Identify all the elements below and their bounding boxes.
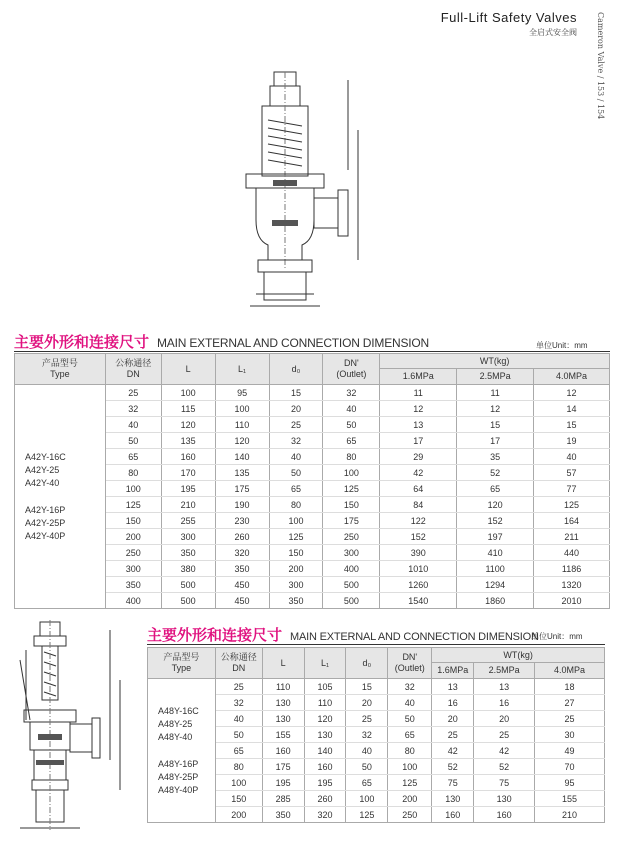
table-cell: 27 (535, 695, 605, 711)
section1-unit: 单位Unit：mm (536, 341, 588, 350)
section1-title (14, 331, 429, 352)
table-cell: 20 (269, 401, 323, 417)
table-cell: 20 (474, 711, 535, 727)
table-cell: 25 (346, 711, 388, 727)
table-cell: 52 (432, 759, 474, 775)
table-cell: 25 (105, 385, 161, 401)
table-row (15, 385, 610, 401)
table-cell: 17 (457, 433, 534, 449)
table-cell: 65 (323, 433, 380, 449)
table-cell: 130 (262, 695, 304, 711)
table-cell: 160 (161, 449, 215, 465)
table-cell: 32 (346, 727, 388, 743)
table-cell: 190 (215, 497, 269, 513)
table-cell: 75 (474, 775, 535, 791)
table-cell: 15 (457, 417, 534, 433)
table-cell: 440 (534, 545, 610, 561)
table-cell: 15 (269, 385, 323, 401)
page-header (441, 10, 577, 38)
header-l1: L₁ (215, 354, 269, 385)
table-cell: 122 (380, 513, 457, 529)
table-cell: 450 (215, 577, 269, 593)
table-cell: 1186 (534, 561, 610, 577)
header-outlet: DN' (Outlet) (388, 648, 432, 679)
header-type: 产品型号 Type (15, 354, 106, 385)
table-cell: 40 (534, 449, 610, 465)
type-label: A42Y-16P (25, 504, 66, 515)
table-cell: 32 (388, 679, 432, 695)
table-cell: 125 (388, 775, 432, 791)
table-cell: 130 (304, 727, 346, 743)
table-cell: 18 (535, 679, 605, 695)
table-cell: 100 (346, 791, 388, 807)
table-cell: 57 (534, 465, 610, 481)
header-d0: d₀ (346, 648, 388, 679)
table-cell: 160 (262, 743, 304, 759)
table-cell: 80 (105, 465, 161, 481)
section2-title-en: MAIN EXTERNAL AND CONNECTION DIMENSION (290, 631, 539, 643)
header-p3: 4.0MPa (534, 369, 610, 385)
table-cell: 65 (269, 481, 323, 497)
type-cell (148, 679, 216, 823)
table-cell: 197 (457, 529, 534, 545)
type-label: A48Y-25P (158, 771, 199, 782)
table-cell: 152 (380, 529, 457, 545)
table-cell: 500 (323, 593, 380, 609)
type-label: A42Y-25P (25, 517, 66, 528)
table-cell: 250 (388, 807, 432, 823)
table-cell: 110 (215, 417, 269, 433)
table-cell: 380 (161, 561, 215, 577)
table-cell: 16 (474, 695, 535, 711)
table-cell: 40 (215, 711, 262, 727)
table-cell: 200 (269, 561, 323, 577)
table-cell: 40 (269, 449, 323, 465)
table-cell: 350 (215, 561, 269, 577)
table-cell: 125 (346, 807, 388, 823)
table-row (148, 727, 605, 743)
table-cell: 12 (457, 401, 534, 417)
table-row (148, 711, 605, 727)
table-cell: 40 (388, 695, 432, 711)
table-cell: 200 (215, 807, 262, 823)
table-cell: 80 (215, 759, 262, 775)
table-row (148, 679, 605, 695)
section2-title (147, 624, 539, 645)
table-cell: 65 (215, 743, 262, 759)
table-cell: 40 (323, 401, 380, 417)
table-cell: 125 (534, 497, 610, 513)
table-cell: 130 (474, 791, 535, 807)
table-cell: 125 (323, 481, 380, 497)
table-cell: 115 (161, 401, 215, 417)
table-cell: 95 (215, 385, 269, 401)
section2-rule (147, 644, 605, 645)
table-cell: 50 (323, 417, 380, 433)
table-cell: 12 (380, 401, 457, 417)
table-cell: 25 (474, 727, 535, 743)
table-cell: 175 (323, 513, 380, 529)
table-cell: 135 (215, 465, 269, 481)
table-row (148, 791, 605, 807)
table-cell: 65 (105, 449, 161, 465)
table-cell: 285 (262, 791, 304, 807)
table-cell: 255 (161, 513, 215, 529)
table-row (148, 743, 605, 759)
table-cell: 65 (346, 775, 388, 791)
table-cell: 350 (269, 593, 323, 609)
table-cell: 80 (269, 497, 323, 513)
table-cell: 135 (161, 433, 215, 449)
table-cell: 211 (534, 529, 610, 545)
table-cell: 52 (474, 759, 535, 775)
table-cell: 300 (161, 529, 215, 545)
table-cell: 195 (304, 775, 346, 791)
table-cell: 500 (323, 577, 380, 593)
header-p2: 2.5MPa (457, 369, 534, 385)
table-cell: 152 (457, 513, 534, 529)
table-cell: 15 (346, 679, 388, 695)
header-title-en: Full-Lift Safety Valves (440, 10, 577, 25)
table-cell: 120 (457, 497, 534, 513)
section1-rule (14, 351, 610, 352)
table-cell: 300 (105, 561, 161, 577)
table-cell: 155 (535, 791, 605, 807)
type-label: A42Y-40P (25, 530, 66, 541)
type-label: A48Y-25 (158, 718, 193, 729)
table-cell: 13 (474, 679, 535, 695)
table-cell: 150 (323, 497, 380, 513)
table-cell: 120 (304, 711, 346, 727)
header-l: L (262, 648, 304, 679)
table-cell: 140 (215, 449, 269, 465)
type-label: A42Y-40 (25, 477, 60, 488)
table-cell: 32 (323, 385, 380, 401)
table-cell: 260 (215, 529, 269, 545)
table-cell: 350 (262, 807, 304, 823)
table-cell: 25 (535, 711, 605, 727)
header-l1: L₁ (304, 648, 346, 679)
table-cell: 200 (105, 529, 161, 545)
header-wt: WT(kg) (380, 354, 610, 369)
table-cell: 32 (215, 695, 262, 711)
table-cell: 160 (304, 759, 346, 775)
table-cell: 250 (105, 545, 161, 561)
table-cell: 100 (215, 401, 269, 417)
type-label: A48Y-40P (158, 784, 199, 795)
table-cell: 1100 (457, 561, 534, 577)
table-cell: 150 (215, 791, 262, 807)
table-cell: 125 (105, 497, 161, 513)
table-cell: 100 (105, 481, 161, 497)
type-label: A42Y-16C (25, 451, 66, 462)
table-cell: 11 (380, 385, 457, 401)
table-cell: 100 (161, 385, 215, 401)
table-cell: 410 (457, 545, 534, 561)
section2-unit: 单位Unit：mm (531, 632, 583, 641)
table-cell: 160 (474, 807, 535, 823)
table-cell: 160 (432, 807, 474, 823)
table-cell: 14 (534, 401, 610, 417)
header-dn: 公称通径 DN (215, 648, 262, 679)
table-cell: 200 (388, 791, 432, 807)
table-cell: 25 (215, 679, 262, 695)
table-cell: 19 (534, 433, 610, 449)
table-cell: 30 (535, 727, 605, 743)
table-row (148, 807, 605, 823)
table-cell: 100 (388, 759, 432, 775)
table-cell: 300 (269, 577, 323, 593)
table-cell: 130 (262, 711, 304, 727)
table-cell: 29 (380, 449, 457, 465)
table-cell: 500 (161, 593, 215, 609)
table-cell: 195 (161, 481, 215, 497)
type-group (25, 504, 105, 543)
header-p1: 1.6MPa (380, 369, 457, 385)
table-cell: 42 (432, 743, 474, 759)
table-row (148, 759, 605, 775)
type-label: A48Y-16C (158, 705, 199, 716)
table-cell: 84 (380, 497, 457, 513)
table-cell: 500 (161, 577, 215, 593)
table-cell: 25 (269, 417, 323, 433)
table-cell: 400 (105, 593, 161, 609)
table-cell: 105 (304, 679, 346, 695)
table-cell: 155 (262, 727, 304, 743)
table-cell: 300 (323, 545, 380, 561)
side-tag: Cameron Valve / 153 / 154 (596, 12, 605, 120)
table-cell: 65 (388, 727, 432, 743)
table-cell: 80 (388, 743, 432, 759)
section1-title-cn: 主要外形和连接尺寸 (14, 334, 150, 351)
table-cell: 50 (269, 465, 323, 481)
valve-drawing-1 (228, 70, 388, 310)
table-cell: 13 (380, 417, 457, 433)
table-cell: 110 (304, 695, 346, 711)
type-label: A42Y-25 (25, 464, 60, 475)
table-cell: 120 (215, 433, 269, 449)
table-cell: 150 (105, 513, 161, 529)
table-cell: 52 (457, 465, 534, 481)
table-cell: 450 (215, 593, 269, 609)
table-cell: 210 (161, 497, 215, 513)
table-cell: 170 (161, 465, 215, 481)
table-cell: 50 (346, 759, 388, 775)
type-group (158, 758, 215, 797)
header-l: L (161, 354, 215, 385)
header-p2: 2.5MPa (474, 663, 535, 679)
table-row (148, 695, 605, 711)
header-outlet: DN' (Outlet) (323, 354, 380, 385)
table-cell: 1320 (534, 577, 610, 593)
table-cell: 130 (432, 791, 474, 807)
table-cell: 64 (380, 481, 457, 497)
table-cell: 16 (432, 695, 474, 711)
table-cell: 2010 (534, 593, 610, 609)
table-cell: 100 (323, 465, 380, 481)
header-dn: 公称通径 DN (105, 354, 161, 385)
table-cell: 400 (323, 561, 380, 577)
table-cell: 20 (432, 711, 474, 727)
table-cell: 95 (535, 775, 605, 791)
table-cell: 210 (535, 807, 605, 823)
table-cell: 50 (388, 711, 432, 727)
table-cell: 230 (215, 513, 269, 529)
table-cell: 320 (304, 807, 346, 823)
table-cell: 32 (269, 433, 323, 449)
type-group (25, 451, 105, 490)
table-cell: 250 (323, 529, 380, 545)
table-cell: 17 (380, 433, 457, 449)
header-type: 产品型号 Type (148, 648, 216, 679)
table-cell: 320 (215, 545, 269, 561)
table-cell: 1294 (457, 577, 534, 593)
table-cell: 80 (323, 449, 380, 465)
table-cell: 65 (457, 481, 534, 497)
table-cell: 20 (346, 695, 388, 711)
table-cell: 12 (534, 385, 610, 401)
table-row (148, 775, 605, 791)
table-cell: 1260 (380, 577, 457, 593)
section1-title-en: MAIN EXTERNAL AND CONNECTION DIMENSION (157, 336, 430, 350)
header-p1: 1.6MPa (432, 663, 474, 679)
type-label: A48Y-40 (158, 731, 193, 742)
table-cell: 175 (215, 481, 269, 497)
table-cell: 15 (534, 417, 610, 433)
header-title-cn: 全启式安全阀 (529, 28, 577, 37)
table-cell: 195 (262, 775, 304, 791)
table-cell: 50 (215, 727, 262, 743)
table-cell: 75 (432, 775, 474, 791)
table-cell: 49 (535, 743, 605, 759)
table-cell: 110 (262, 679, 304, 695)
table-cell: 125 (269, 529, 323, 545)
dimension-table-1 (14, 353, 610, 609)
table-cell: 42 (380, 465, 457, 481)
table-cell: 350 (161, 545, 215, 561)
table-cell: 11 (457, 385, 534, 401)
table-cell: 175 (262, 759, 304, 775)
table-cell: 120 (161, 417, 215, 433)
table-cell: 100 (269, 513, 323, 529)
table-cell: 32 (105, 401, 161, 417)
table-cell: 260 (304, 791, 346, 807)
table-cell: 350 (105, 577, 161, 593)
table-cell: 42 (474, 743, 535, 759)
header-d0: d₀ (269, 354, 323, 385)
table-cell: 50 (105, 433, 161, 449)
header-p3: 4.0MPa (535, 663, 605, 679)
table-cell: 40 (346, 743, 388, 759)
table-cell: 77 (534, 481, 610, 497)
table-cell: 1540 (380, 593, 457, 609)
table-cell: 390 (380, 545, 457, 561)
table-cell: 164 (534, 513, 610, 529)
type-label: A48Y-16P (158, 758, 199, 769)
table-cell: 150 (269, 545, 323, 561)
type-cell (15, 385, 106, 609)
table-cell: 70 (535, 759, 605, 775)
table-cell: 1860 (457, 593, 534, 609)
table-cell: 25 (432, 727, 474, 743)
table-cell: 40 (105, 417, 161, 433)
type-group (158, 705, 215, 744)
section2-title-cn: 主要外形和连接尺寸 (147, 627, 283, 644)
table-cell: 35 (457, 449, 534, 465)
table-cell: 140 (304, 743, 346, 759)
valve-drawing-2 (6, 620, 131, 835)
table-cell: 13 (432, 679, 474, 695)
header-wt: WT(kg) (432, 648, 605, 663)
dimension-table-2 (147, 647, 605, 823)
table-cell: 1010 (380, 561, 457, 577)
table-cell: 100 (215, 775, 262, 791)
